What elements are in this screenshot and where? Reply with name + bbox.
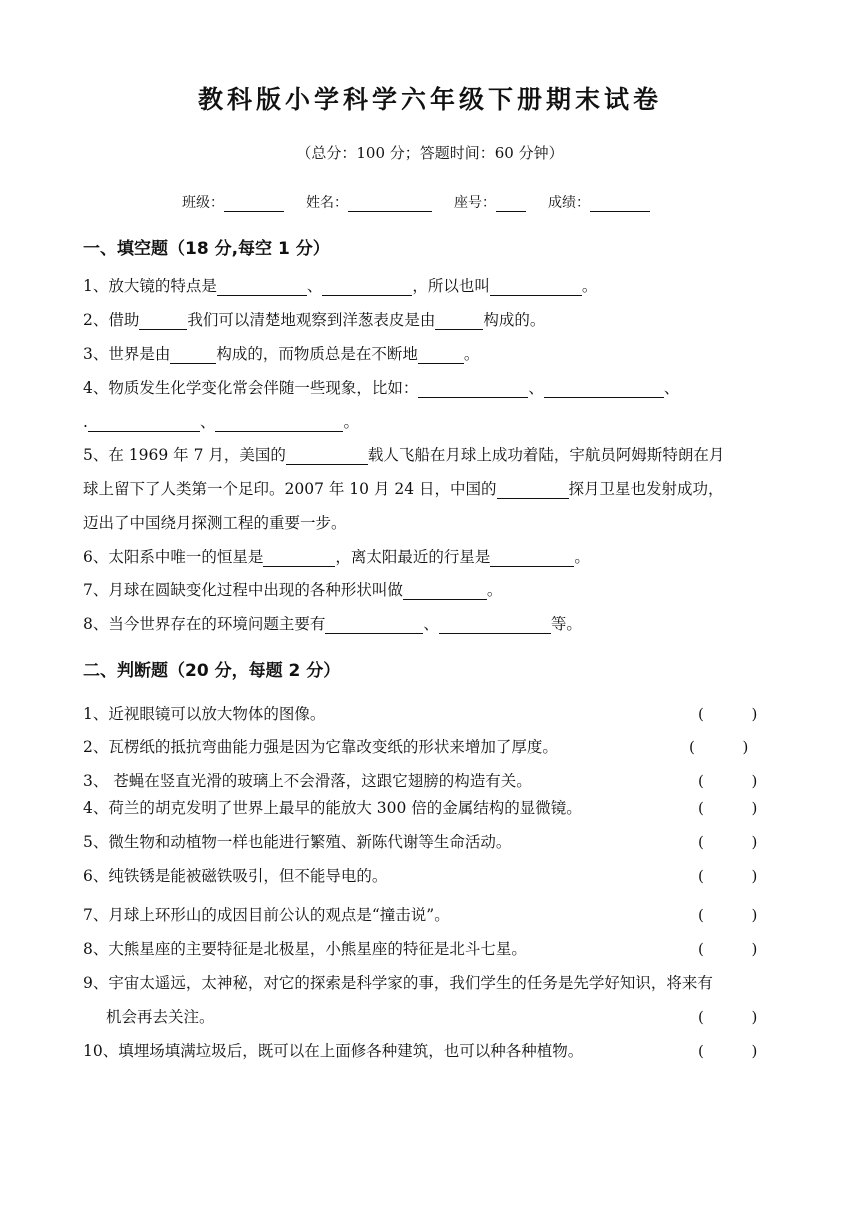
q3-blank-1[interactable] bbox=[170, 346, 216, 364]
seat-blank[interactable] bbox=[496, 196, 526, 212]
q1-blank-1[interactable] bbox=[217, 278, 307, 296]
q1-blank-2[interactable] bbox=[322, 278, 412, 296]
fill-question-4-cont bbox=[83, 412, 359, 432]
fill-question-4 bbox=[83, 378, 679, 398]
fill-question-5-cont2 bbox=[83, 513, 347, 533]
q2-blank-1[interactable] bbox=[139, 312, 187, 330]
q3-blank-2[interactable] bbox=[418, 346, 464, 364]
answer-paren-9[interactable]: ( ) bbox=[698, 1008, 758, 1026]
answer-paren-10[interactable]: ( ) bbox=[698, 1042, 758, 1060]
q2-text-b: 我们可以清楚地观察到洋葱表皮是由 bbox=[187, 311, 436, 329]
q4-blank-2[interactable] bbox=[544, 380, 664, 398]
q5-blank-1[interactable] bbox=[286, 447, 368, 465]
judge-question-9-cont: 机会再去关注。 bbox=[106, 1008, 215, 1026]
q1-text-a: 1、放大镜的特点是 bbox=[83, 277, 217, 295]
section2-heading: 二、判断题（20 分，每题 2 分） bbox=[83, 661, 341, 681]
q2-text-a: 2、借助 bbox=[83, 311, 140, 329]
q3-text-c: 。 bbox=[463, 345, 480, 363]
score-field bbox=[548, 192, 650, 212]
q4-blank-1[interactable] bbox=[418, 380, 528, 398]
judge-question-8: 8、大熊星座的主要特征是北极星，小熊星座的特征是北斗七星。 bbox=[83, 940, 527, 958]
class-field bbox=[182, 192, 284, 212]
q3-text-b: 构成的，而物质总是在不断地 bbox=[216, 345, 418, 363]
q8-blank-1[interactable] bbox=[325, 616, 423, 634]
answer-paren-1[interactable]: ( ) bbox=[698, 705, 758, 723]
fill-question-6 bbox=[83, 547, 590, 567]
answer-paren-7[interactable]: ( ) bbox=[698, 906, 758, 924]
seat-field bbox=[454, 192, 526, 212]
q4-text-b: 、 bbox=[528, 379, 544, 397]
q5-text-d: 探月卫星也发射成功， bbox=[568, 480, 724, 498]
fill-question-1 bbox=[83, 276, 597, 296]
exam-subtitle: （总分：100 分；答题时间：60 分钟） bbox=[296, 144, 564, 162]
q1-blank-3[interactable] bbox=[490, 278, 582, 296]
q1-text-d: 。 bbox=[581, 277, 598, 295]
judge-question-7: 7、月球上环形山的成因目前公认的观点是“撞击说”。 bbox=[83, 906, 450, 924]
q5-text-a: 5、在 1969 年 7 月，美国的 bbox=[83, 446, 286, 464]
fill-question-8 bbox=[83, 614, 582, 634]
q8-text-c: 等。 bbox=[550, 615, 582, 633]
judge-question-10: 10、填埋场填满垃圾后，既可以在上面修各种建筑，也可以种各种植物。 bbox=[83, 1042, 584, 1060]
q4-text-f: 。 bbox=[343, 413, 359, 431]
answer-paren-6[interactable]: ( ) bbox=[698, 867, 758, 885]
fill-question-2 bbox=[83, 310, 545, 330]
q6-text-b: ，离太阳最近的行星是 bbox=[335, 548, 491, 566]
q2-blank-2[interactable] bbox=[435, 312, 483, 330]
judge-question-4: 4、荷兰的胡克发明了世界上最早的能放大 300 倍的金属结构的显微镜。 bbox=[83, 799, 582, 817]
judge-question-1: 1、近视眼镜可以放大物体的图像。 bbox=[83, 705, 326, 723]
q4-text-d: . bbox=[83, 413, 88, 431]
q4-text-a: 4、物质发生化学变化常会伴随一些现象，比如： bbox=[83, 379, 419, 397]
q4-text-e: 、 bbox=[199, 413, 216, 431]
judge-question-3: 3、 苍蝇在竖直光滑的玻璃上不会滑落，这跟它翅膀的构造有关。 bbox=[83, 772, 532, 790]
class-blank[interactable] bbox=[224, 196, 284, 212]
q8-text-b: 、 bbox=[423, 615, 439, 633]
score-blank[interactable] bbox=[590, 196, 650, 212]
class-label: 班级： bbox=[182, 195, 224, 211]
q5-blank-2[interactable] bbox=[497, 481, 569, 499]
score-label: 成绩： bbox=[548, 195, 590, 211]
q3-text-a: 3、世界是由 bbox=[83, 345, 171, 363]
name-blank[interactable] bbox=[348, 196, 432, 212]
answer-paren-8[interactable]: ( ) bbox=[698, 940, 758, 958]
seat-label: 座号： bbox=[454, 195, 496, 211]
answer-paren-3[interactable]: ( ) bbox=[698, 772, 758, 790]
q5-text-c: 球上留下了人类第一个足印。2007 年 10 月 24 日，中国的 bbox=[83, 480, 497, 498]
student-info-row bbox=[182, 192, 672, 212]
judge-question-5: 5、微生物和动植物一样也能进行繁殖、新陈代谢等生命活动。 bbox=[83, 833, 512, 851]
q2-text-c: 构成的。 bbox=[483, 311, 546, 329]
q5-text-e: 迈出了中国绕月探测工程的重要一步。 bbox=[83, 514, 347, 532]
fill-question-3 bbox=[83, 344, 479, 364]
q5-text-b: 载人飞船在月球上成功着陆，宇航员阿姆斯特朗在月 bbox=[367, 446, 725, 464]
q7-text-b: 。 bbox=[486, 581, 503, 599]
q4-blank-3[interactable] bbox=[88, 414, 200, 432]
q6-blank-2[interactable] bbox=[490, 549, 574, 567]
q1-text-b: 、 bbox=[306, 277, 323, 295]
judge-question-9: 9、宇宙太遥远，太神秘，对它的探索是科学家的事，我们学生的任务是先学好知识，将来有 bbox=[83, 974, 713, 992]
q8-text-a: 8、当今世界存在的环境问题主要有 bbox=[83, 615, 326, 633]
name-label: 姓名： bbox=[306, 195, 348, 211]
name-field bbox=[306, 192, 432, 212]
exam-title: 教科版小学科学六年级下册期末试卷 bbox=[197, 85, 662, 114]
q6-blank-1[interactable] bbox=[263, 549, 335, 567]
answer-paren-2[interactable]: ( ) bbox=[689, 738, 749, 756]
q4-blank-4[interactable] bbox=[215, 414, 343, 432]
fill-question-5 bbox=[83, 445, 724, 465]
answer-paren-4[interactable]: ( ) bbox=[698, 799, 758, 817]
q7-text-a: 7、月球在圆缺变化过程中出现的各种形状叫做 bbox=[83, 581, 403, 599]
judge-question-2: 2、瓦楞纸的抵抗弯曲能力强是因为它靠改变纸的形状来增加了厚度。 bbox=[83, 738, 558, 756]
q8-blank-2[interactable] bbox=[439, 616, 551, 634]
q1-text-c: ，所以也叫 bbox=[412, 277, 490, 295]
fill-question-7 bbox=[83, 580, 502, 600]
q6-text-c: 。 bbox=[574, 548, 590, 566]
section1-heading: 一、填空题（18 分,每空 1 分） bbox=[83, 239, 330, 259]
q7-blank-1[interactable] bbox=[403, 582, 487, 600]
answer-paren-5[interactable]: ( ) bbox=[698, 833, 758, 851]
q4-text-c: 、 bbox=[663, 379, 680, 397]
judge-question-6: 6、纯铁锈是能被磁铁吸引，但不能导电的。 bbox=[83, 867, 388, 885]
fill-question-5-cont bbox=[83, 479, 724, 499]
q6-text-a: 6、太阳系中唯一的恒星是 bbox=[83, 548, 264, 566]
